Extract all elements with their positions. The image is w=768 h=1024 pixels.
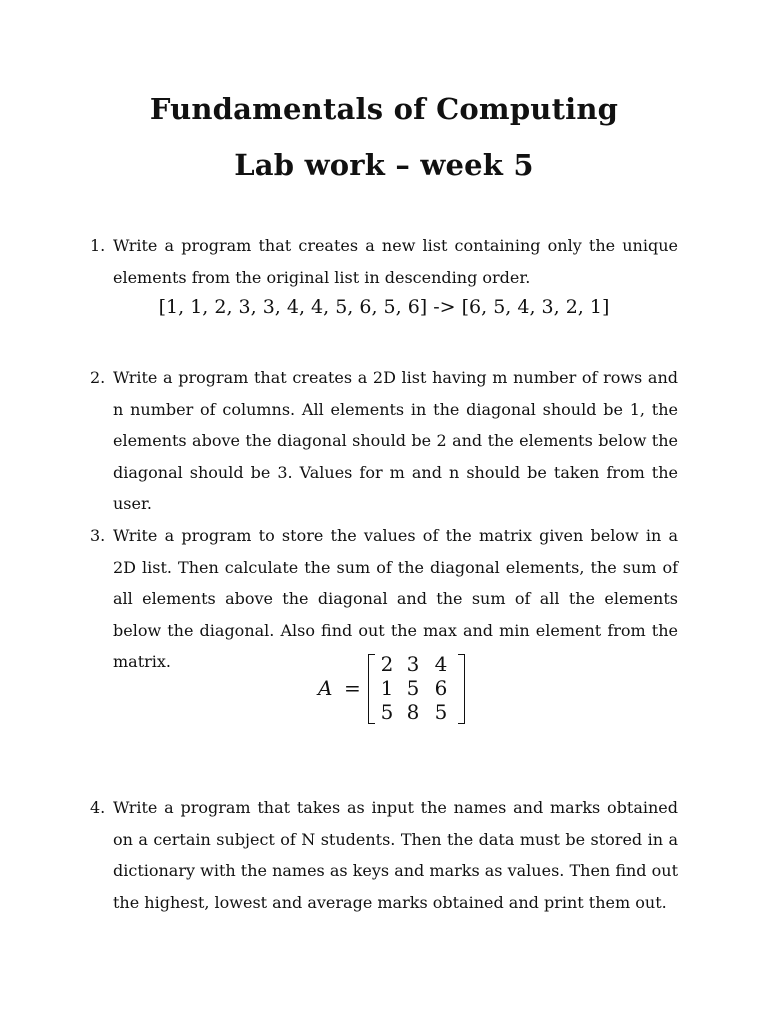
matrix-cell: 6 (434, 676, 448, 700)
matrix-equation (318, 652, 478, 724)
question-text: Write a program that takes as input the names and marks obtained on a certain subject of N students. Then the data must be stored in a dictionary with the names as keys and marks as values. Then find out the highest, lowest and average marks obtained and print them out. (113, 798, 678, 912)
matrix-cell: 1 (380, 676, 394, 700)
document-subtitle: Lab work – week 5 (234, 148, 534, 182)
right-bracket (458, 654, 465, 724)
matrix-cell: 5 (434, 700, 448, 724)
question-text: Write a program to store the values of the matrix given below in a 2D list. Then calculate the sum of the diagonal elements, the sum of all elements above the diagonal and the sum of all the elements below the diagonal. Also find out the max and min element from the matrix. (113, 526, 678, 671)
question-number: 4. (90, 798, 106, 817)
question-number: 2. (90, 368, 106, 387)
matrix-cell: 3 (406, 652, 420, 676)
matrix-grid (375, 652, 455, 724)
left-bracket (368, 654, 375, 724)
matrix-name: A (318, 676, 333, 700)
question-number: 3. (90, 526, 106, 545)
matrix-cell: 4 (434, 652, 448, 676)
matrix-cell: 2 (380, 652, 394, 676)
question-2 (90, 362, 678, 520)
document-title: Fundamentals of Computing (149, 92, 619, 126)
matrix-cell: 5 (406, 676, 420, 700)
question-1 (90, 230, 678, 293)
question-text: Write a program that creates a 2D list having m number of rows and n number of columns. All elements in the diagonal should be 1, the elements above the diagonal should be 2 and the elements below the diagonal should be 3. Values for m and n should be taken from the user. (113, 368, 678, 513)
matrix-cell: 8 (406, 700, 420, 724)
equals-sign: = (344, 676, 361, 700)
matrix-cell: 5 (380, 700, 394, 724)
question-number: 1. (90, 236, 106, 255)
question-4 (90, 792, 678, 918)
question-text: Write a program that creates a new list containing only the unique elements from the original list in descending order. (113, 236, 678, 287)
example-list: [1, 1, 2, 3, 3, 4, 4, 5, 6, 5, 6] -> [6, 5, 4, 3, 2, 1] (158, 296, 610, 318)
